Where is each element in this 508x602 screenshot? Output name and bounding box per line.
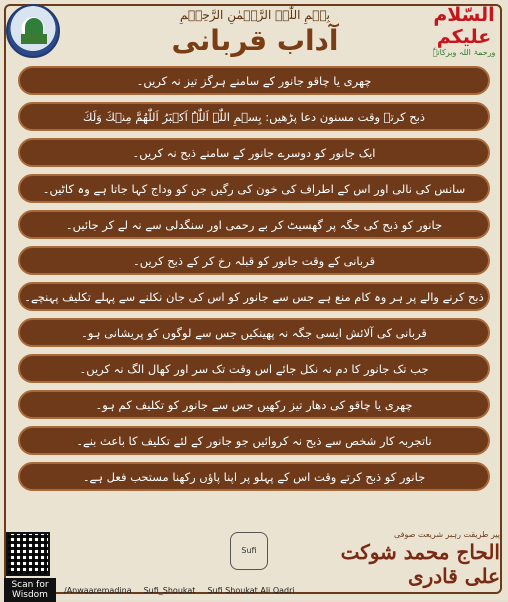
list-item: ناتجربہ کار شخص سے ذبح نہ کروائیں جو جانور کے لئے تکلیف کا باعث بنے۔: [18, 426, 490, 455]
social-link-facebook[interactable]: Sufi Shoukat Ali Qadri: [207, 586, 295, 595]
list-item: سانس کی نالی اور اس کے اطراف کی خون کی رگیں جن کو وداج کہا جاتا ہے وہ کاٹیں۔: [18, 174, 490, 203]
mosque-base-icon: [21, 34, 47, 44]
salam-badge: [426, 4, 502, 57]
page-title: آداب قربانی: [171, 24, 339, 57]
scan-label: Scan for Wisdom: [4, 578, 56, 602]
footer: [0, 528, 508, 600]
list-item: ذبح کرنے والے پر ہر وہ کام منع ہے جس سے جانور کو اس کی جان نکلنے سے پہلے تکلیف پہنچے۔: [18, 282, 490, 311]
signature-title: پیر طریقت رہبر شریعت صوفی: [394, 530, 500, 539]
social-link-instagram[interactable]: /Anwaaremadina: [64, 586, 132, 595]
madina-logo-icon: [6, 4, 60, 58]
list-item: ایک جانور کو دوسرے جانور کے سامنے ذبح نہ کریں۔: [18, 138, 490, 167]
signature-name: الحاج محمد شوکت علی قادری: [340, 540, 500, 588]
list-item: جانور کو ذبح کرتے وقت اس کے پہلو پر اپنا پاؤں رکھنا مستحب فعل ہے۔: [18, 462, 490, 491]
list-item: جب تک جانور کا دم نہ نکل جائے اس وقت تک سر اور کھال الگ نہ کریں۔: [18, 354, 490, 383]
signature: [320, 530, 500, 588]
etiquette-list: [18, 66, 490, 498]
list-item: قربانی کی آلائش ایسی جگہ نہ پھینکیں جس سے لوگوں کو پریشانی ہو۔: [18, 318, 490, 347]
list-item: جانور کو ذبح کی جگہ پر گھسیٹ کر بے رحمی اور سنگدلی سے نہ لے کر جائیں۔: [18, 210, 490, 239]
salam-line-3: ورحمۃ اللہ وبرکاتہٗ: [432, 48, 496, 57]
list-item: ذبح کرتے وقت مسنون دعا پڑھیں: بِسۡمِ اللّٰہِ اَللّٰہُ اَکۡبَرُ اَللّٰھُمَّ مِنۡكَ وَلَكَ: [18, 102, 490, 131]
header: [0, 0, 508, 66]
list-item: چھری یا چاقو جانور کے سامنے ہرگز تیز نہ کریں۔: [18, 66, 490, 95]
social-link-x[interactable]: Sufi_Shoukat: [143, 586, 196, 595]
salam-line-2: علیکم: [436, 26, 492, 48]
list-item: قربانی کے وقت جانور کو قبلہ رخ کر کے ذبح کریں۔: [18, 246, 490, 275]
bismillah: بِسۡمِ اللّٰہِ الرَّحۡمٰنِ الرَّحِیۡمِ: [179, 8, 331, 22]
salam-line-1: السّلام: [433, 4, 495, 26]
list-item: چھری یا چاقو کی دھار تیز رکھیں جس سے جانور کو تکلیف کم ہو۔: [18, 390, 490, 419]
qr-code-icon[interactable]: [6, 532, 50, 576]
emblem-logo: Sufi: [230, 532, 268, 570]
